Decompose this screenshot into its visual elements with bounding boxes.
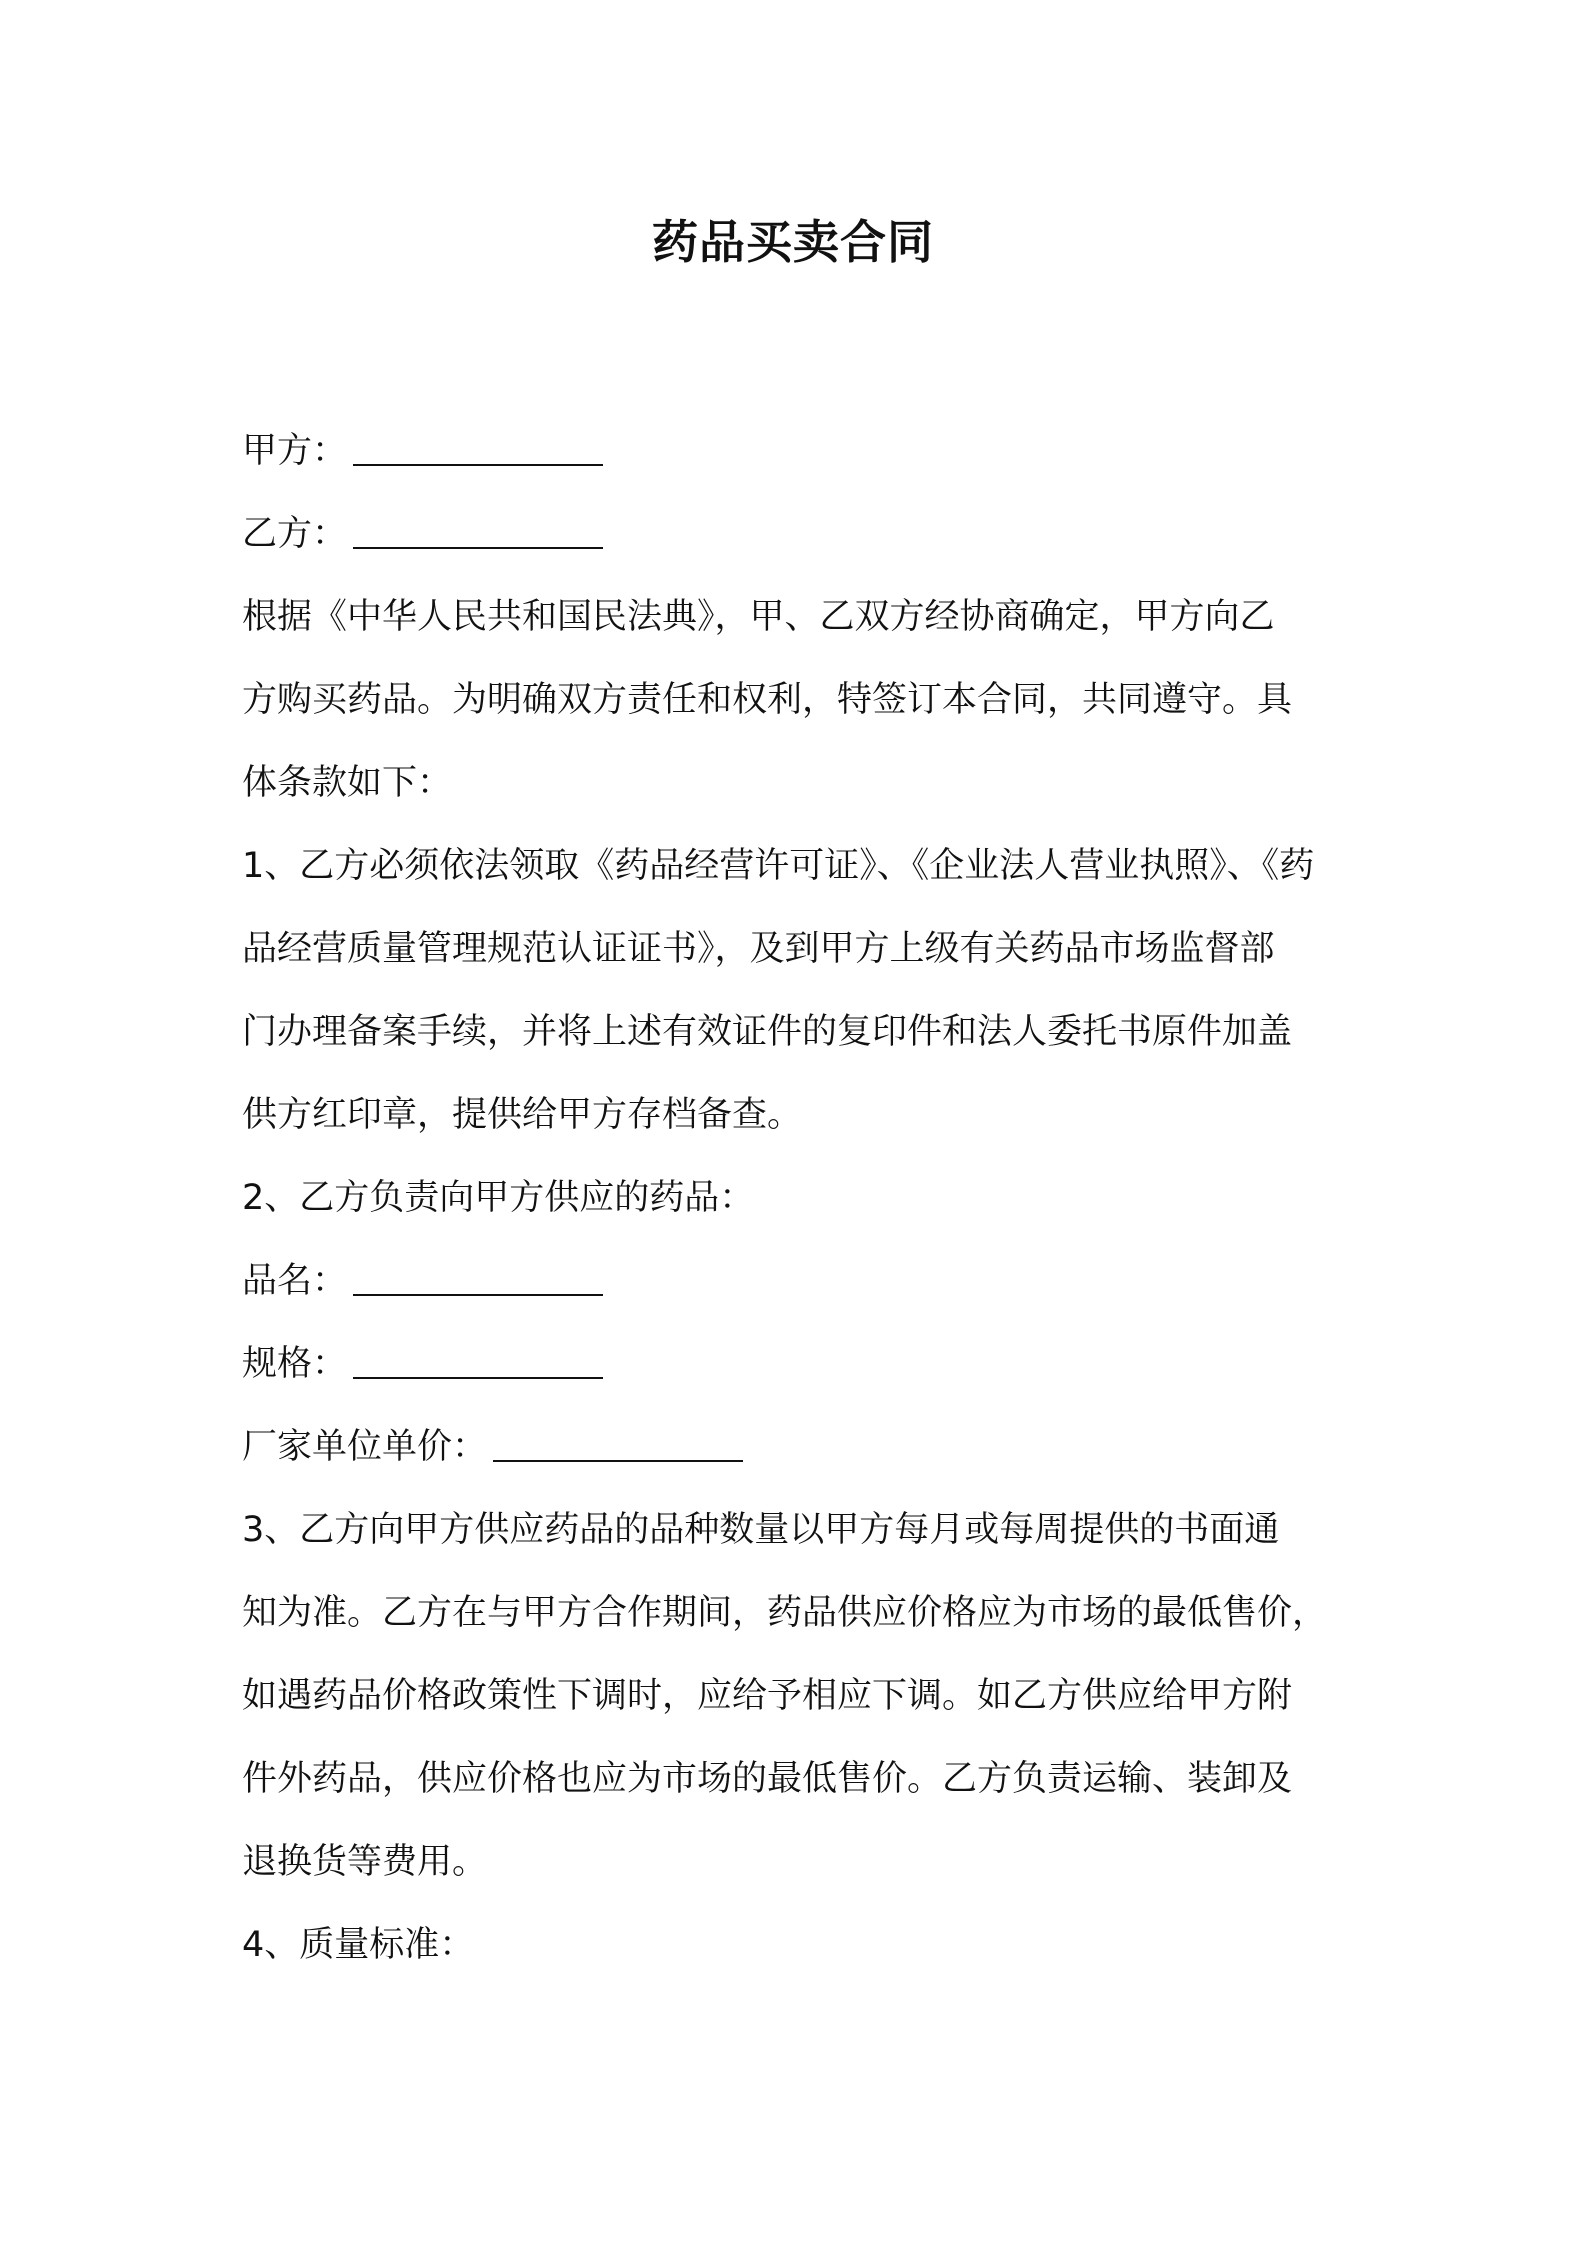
party-b-line [242,493,1352,576]
clause-3-line: 3、乙方向甲方供应药品的品种数量以甲方每月或每周提供的书面通 [242,1510,1280,1550]
intro-line: 体条款如下： [242,763,453,803]
intro-paragraph [242,576,1352,825]
document-title: 药品买卖合同 [652,215,934,269]
product-name-label: 品名： [242,1261,348,1301]
spec-line [242,1323,1352,1406]
clause-3-line: 知为准。乙方在与甲方合作期间，药品供应价格应为市场的最低售价， [242,1593,1328,1633]
party-a-line [242,410,1352,493]
party-b-label: 乙方： [242,514,348,554]
clause-1-line: 门办理备案手续，并将上述有效证件的复印件和法人委托书原件加盖 [242,1012,1293,1052]
intro-line: 根据《中华人民共和国民法典》，甲、乙双方经协商确定，甲方向乙 [242,597,1275,637]
party-a-label: 甲方： [242,431,348,471]
product-name-blank [353,1254,603,1296]
product-name-line [242,1240,1352,1323]
spec-blank [353,1337,603,1379]
clause-2-heading: 2、乙方负责向甲方供应的药品： [242,1178,755,1218]
clause-3-line: 退换货等费用。 [242,1842,488,1882]
clause-1-line: 供方红印章，提供给甲方存档备查。 [242,1095,803,1135]
clause-1-line: 1、乙方必须依法领取《药品经营许可证》、《企业法人营业执照》、《药 [242,846,1315,886]
spec-label: 规格： [242,1344,348,1384]
unit-price-blank [493,1420,743,1462]
party-b-blank [353,507,603,549]
clause-3-paragraph [242,1489,1352,1904]
party-a-blank [353,424,603,466]
unit-price-label: 厂家单位单价： [242,1427,488,1467]
clause-3-line: 件外药品，供应价格也应为市场的最低售价。乙方负责运输、装卸及 [242,1759,1293,1799]
clause-3-line: 如遇药品价格政策性下调时，应给予相应下调。如乙方供应给甲方附 [242,1676,1293,1716]
unit-price-line [242,1406,1352,1489]
intro-line: 方购买药品。为明确双方责任和权利，特签订本合同，共同遵守。具 [242,680,1293,720]
document-body [242,410,1352,1987]
clause-4-heading: 4、质量标准： [242,1925,475,1965]
clause-1-paragraph [242,825,1352,1157]
clause-1-line: 品经营质量管理规范认证证书》，及到甲方上级有关药品市场监督部 [242,929,1275,969]
